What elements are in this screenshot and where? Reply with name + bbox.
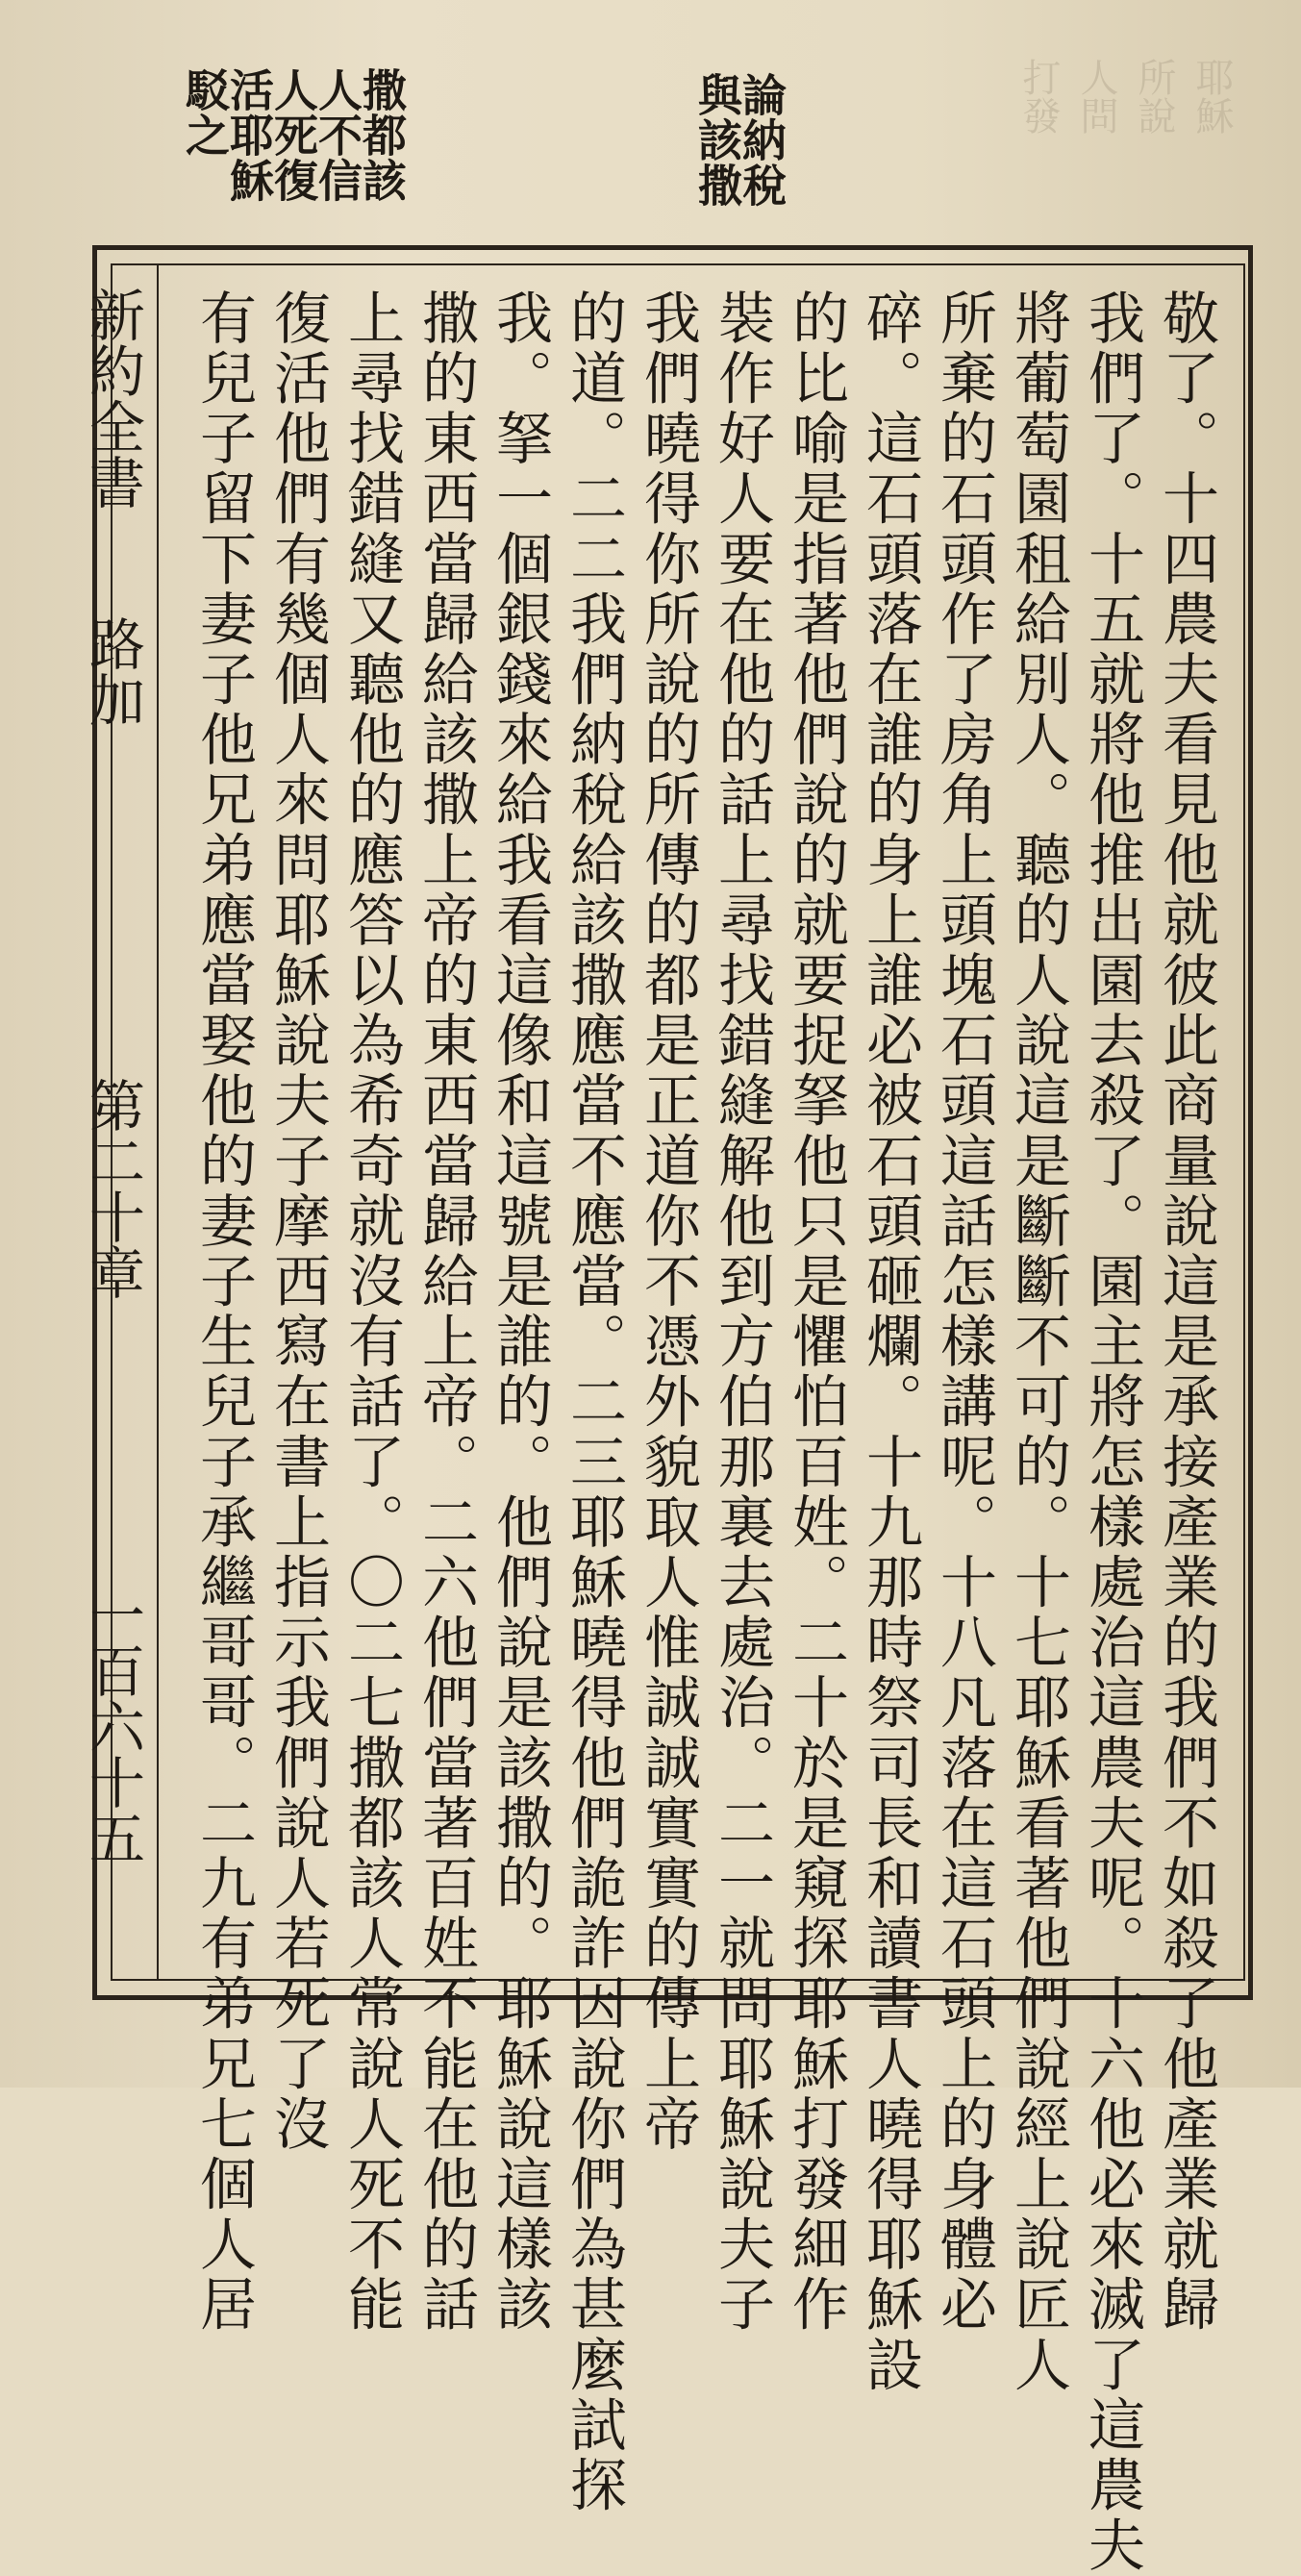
- text-column: 我們曉得你所說的所傳的都是正道你不憑外貌取人惟誠誠實實的傳上帝: [635, 288, 701, 2155]
- text-column: 撒的東西當歸給該撒上帝的東西當歸給上帝。二六他們當著百姓不能在他的話: [413, 288, 479, 2336]
- text-column: 敬了。十四農夫看見他就彼此商量說這是承接產業的我們不如殺了他產業就歸: [1153, 288, 1219, 2336]
- text-column: 我。拏一個銀錢來給我看這像和這號是誰的。他們說是該撒的。耶穌說這樣該: [487, 288, 553, 2336]
- text-column: 有兒子留下妻子他兄弟應當娶他的妻子生兒子承繼哥哥。二九有弟兄七個人居: [190, 288, 257, 2336]
- text-column: 碎。這石頭落在誰的身上誰必被石頭砸爛。十九那時祭司長和讀書人曉得耶穌設: [857, 288, 923, 2395]
- running-head-chapter: 第二十章: [80, 1077, 145, 1300]
- text-column: 的道。二二我們納稅給該撒應當不應當。二三耶穌曉得他們詭詐因說你們為甚麼試探: [561, 288, 627, 2516]
- text-column: 將葡萄園租給別人。聽的人說這是斷斷不可的。十七耶穌看著他們說經上說匠人: [1005, 288, 1071, 2395]
- running-head-rule: [157, 263, 159, 1981]
- ghost-text: 打發: [1016, 58, 1061, 135]
- text-column: 的比喻是指著他們說的就要捉拏他只是懼怕百姓。二十於是窺探耶穌打發細作: [783, 288, 849, 2336]
- text-column: 裝作好人要在他的話上尋找錯縫解他到方伯那裏去處治。二一就問耶穌說夫子: [709, 288, 775, 2336]
- text-column: 復活他們有幾個人來問耶穌說夫子摩西寫在書上指示我們說人若死了沒: [264, 288, 331, 2155]
- ghost-text: 耶穌: [1189, 58, 1234, 135]
- running-head-page-number: 一百六十五: [80, 1587, 145, 1865]
- marginal-note-sadducees: 撒都該人不信人死復活耶穌駁之: [179, 67, 408, 203]
- running-head-book: 新約全書: [80, 287, 145, 510]
- running-head-gospel: 路加: [80, 615, 145, 727]
- text-column: 上尋找錯縫又聽他的應答以為希奇就沒有話了。〇二七撒都該人常說人死不能: [338, 288, 405, 2336]
- marginal-note-taxes: 論納稅與該撒: [691, 72, 788, 208]
- ghost-text: 人問: [1074, 58, 1118, 135]
- text-column: 所棄的石頭作了房角上頭塊石頭這話怎樣講呢。十八凡落在這石頭上的身體必: [931, 288, 997, 2336]
- ghost-text: 所說: [1132, 58, 1176, 135]
- text-column: 我們了。十五就將他推出園去殺了。園主將怎樣處治這農夫呢。十六他必來滅了這農夫: [1079, 288, 1145, 2576]
